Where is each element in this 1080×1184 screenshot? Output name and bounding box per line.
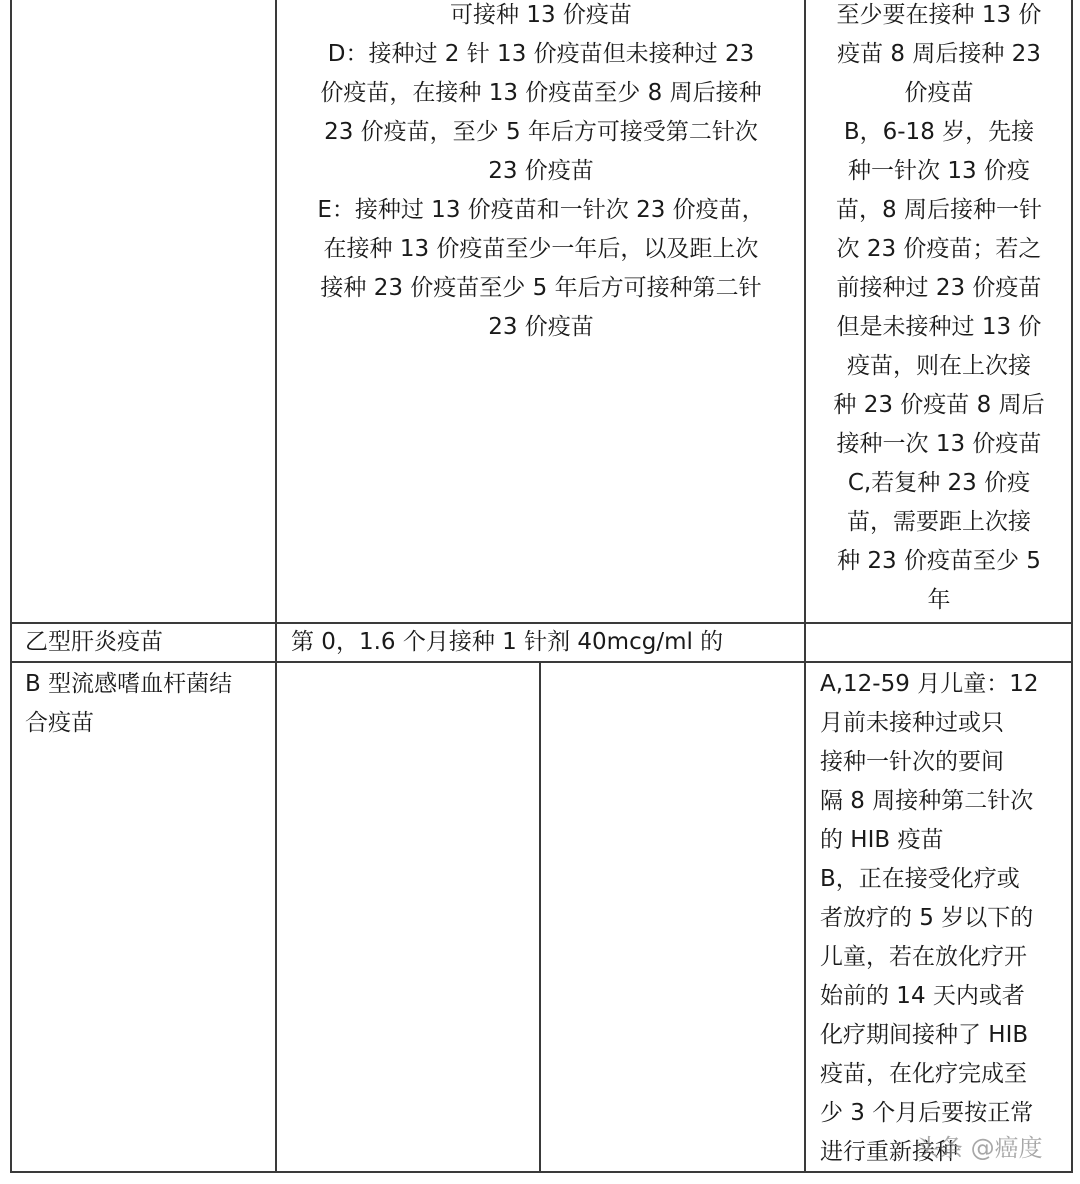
- table-divider-col4: [804, 0, 806, 1173]
- text-line: 疫苗，则在上次接: [847, 353, 1031, 379]
- text-line: 种一针次 13 价疫: [848, 158, 1030, 184]
- table-divider-col1: [275, 0, 277, 1173]
- cell-hib-name: [25, 665, 273, 743]
- text-line: B 型流感嗜血杆菌结: [25, 671, 233, 697]
- text-line: 接种一针次的要间: [820, 749, 1004, 775]
- text-line: 可接种 13 价疫苗: [450, 2, 632, 28]
- schedule-text: 第 0，1.6 个月接种 1 针剂 40mcg/ml 的: [291, 629, 724, 655]
- table-border-right: [1071, 0, 1073, 1173]
- watermark: 头条 @癌度: [915, 1134, 1043, 1162]
- text-line: 价疫苗，在接种 13 价疫苗至少 8 周后接种: [320, 80, 762, 106]
- cell-hib-notes: [820, 665, 1060, 1172]
- text-line: 次 23 价疫苗；若之: [836, 236, 1042, 262]
- text-line: 苗，需要距上次接: [847, 509, 1031, 535]
- text-line: 在接种 13 价疫苗至少一年后，以及距上次: [323, 236, 759, 262]
- text-line: E：接种过 13 价疫苗和一针次 23 价疫苗，: [317, 197, 765, 223]
- text-line: 隔 8 周接种第二针次: [820, 788, 1034, 814]
- text-line: 23 价疫苗，至少 5 年后方可接受第二针次: [324, 119, 758, 145]
- vaccine-name: 乙型肝炎疫苗: [25, 629, 163, 655]
- cell-hepb-schedule: [291, 623, 801, 662]
- text-line: B，6-18 岁，先接: [843, 119, 1035, 145]
- text-line: 价疫苗: [904, 80, 974, 106]
- text-line: 23 价疫苗: [488, 158, 594, 184]
- text-line: 疫苗，在化疗完成至: [820, 1061, 1027, 1087]
- text-line: 疫苗 8 周后接种 23: [837, 41, 1041, 67]
- text-line: 者放疗的 5 岁以下的: [820, 905, 1034, 931]
- text-line: 月前未接种过或只: [820, 710, 1004, 736]
- table-divider-col3: [539, 661, 541, 1173]
- text-line: 苗，8 周后接种一针: [836, 197, 1042, 223]
- text-line: 化疗期间接种了 HIB: [820, 1022, 1029, 1048]
- cell-pneumococcal-schedule: [279, 0, 803, 347]
- text-line: 种 23 价疫苗 8 周后: [833, 392, 1045, 418]
- text-line: 始前的 14 天内或者: [820, 983, 1025, 1009]
- text-line: 的 HIB 疫苗: [820, 827, 944, 853]
- text-line: 前接种过 23 价疫苗: [836, 275, 1042, 301]
- text-line: 至少要在接种 13 价: [836, 2, 1042, 28]
- text-line: 儿童，若在放化疗开: [820, 944, 1027, 970]
- text-line: 年: [927, 587, 951, 613]
- text-line: A,12-59 月儿童：12: [820, 671, 1039, 697]
- text-line: 接种 23 价疫苗至少 5 年后方可接种第二针: [320, 275, 762, 301]
- text-line: 进行重新接种: [820, 1139, 958, 1165]
- text-line: 接种一次 13 价疫苗: [836, 431, 1042, 457]
- text-line: C,若复种 23 价疫: [847, 470, 1031, 496]
- text-line: 合疫苗: [25, 710, 94, 736]
- text-line: 23 价疫苗: [488, 314, 594, 340]
- table-border-left: [10, 0, 12, 1173]
- text-line: D：接种过 2 针 13 价疫苗但未接种过 23: [327, 41, 755, 67]
- text-line: 少 3 个月后要按正常: [820, 1100, 1034, 1126]
- cell-pneumococcal-notes: [808, 0, 1070, 620]
- cell-hepb-name: [25, 623, 273, 662]
- text-line: B，正在接受化疗或: [820, 866, 1020, 892]
- text-line: 种 23 价疫苗至少 5: [837, 548, 1041, 574]
- text-line: 但是未接种过 13 价: [836, 314, 1042, 340]
